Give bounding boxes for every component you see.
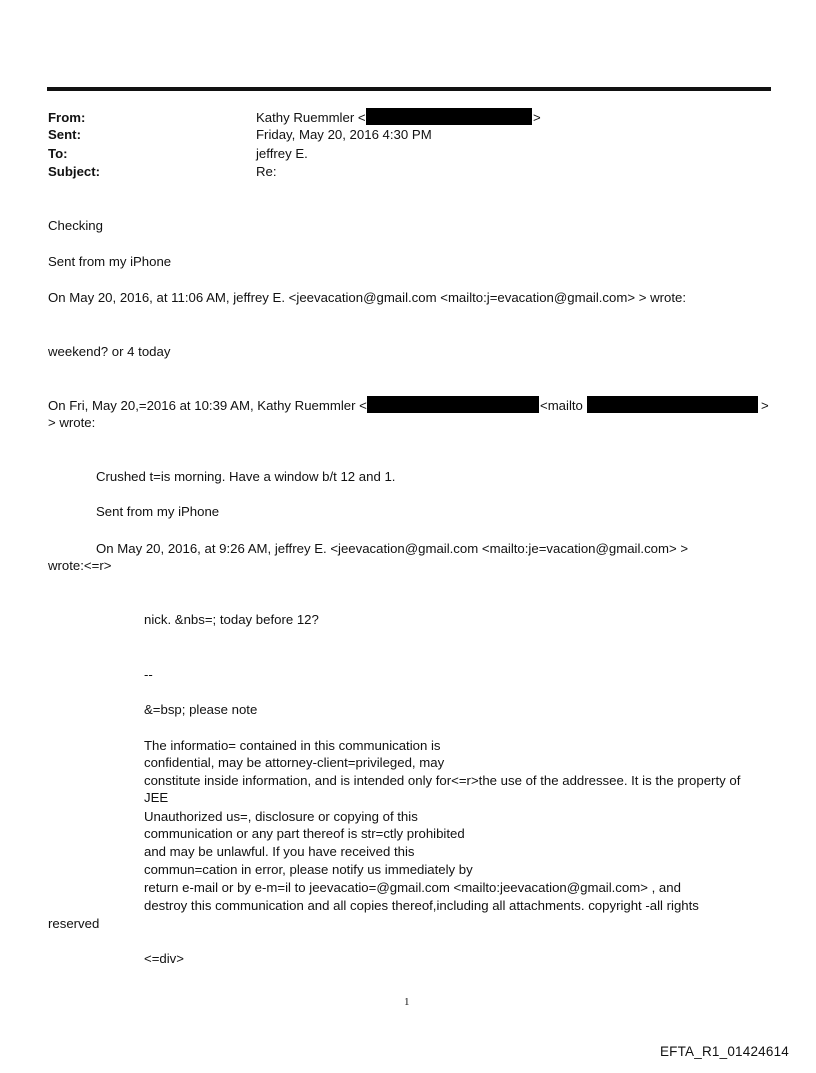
sent-value: Friday, May 20, 2016 4:30 PM: [256, 127, 432, 142]
disclaimer-line: Unauthorized us=, disclosure or copying of this: [144, 809, 418, 824]
disclaimer-line: communication or any part thereof is str=ctly prohibited: [144, 826, 465, 841]
page-number: 1: [404, 996, 410, 1008]
sent-label: Sent:: [48, 127, 81, 142]
nested-line-div-tag: <=div>: [144, 951, 184, 966]
disclaimer-line: JEE: [144, 790, 169, 805]
body-line-signature: Sent from my iPhone: [48, 254, 172, 269]
quote-header-3-wrote: wrote:<=r>: [48, 558, 112, 573]
to-value: jeffrey E.: [256, 146, 308, 161]
redaction-box: [587, 396, 758, 413]
from-label: From:: [48, 110, 86, 125]
disclaimer-line: return e-mail or by e-m=il to jeevacatio=@gmail.com <mailto:jeevacation@gmail.com> , and: [144, 880, 681, 895]
disclaimer-line: constitute inside information, and is intended only for<=r>the use of the addressee. It is the property of: [144, 773, 741, 788]
body-line-weekend: weekend? or 4 today: [48, 344, 171, 359]
quote-header-2-mailto: <mailto: [540, 398, 583, 413]
to-label: To:: [48, 146, 68, 161]
redaction-box: [367, 396, 539, 413]
quoted-line-crushed: Crushed t=is morning. Have a window b/t 12 and 1.: [96, 469, 396, 484]
nested-line-please-note: &=bsp; please note: [144, 702, 258, 717]
quote-header-1: On May 20, 2016, at 11:06 AM, jeffrey E. <jeevacation@gmail.com <mailto:j=evacation@gmail.com> > wrote:: [48, 290, 686, 305]
nested-line-dashes: --: [144, 667, 153, 682]
disclaimer-line-reserved: reserved: [48, 916, 100, 931]
from-value: Kathy Ruemmler <: [256, 110, 366, 125]
document-id-footer: EFTA_R1_01424614: [659, 1044, 789, 1059]
quoted-line-signature: Sent from my iPhone: [96, 504, 220, 519]
quote-header-2-close: >: [761, 398, 769, 413]
redaction-box: [366, 108, 532, 125]
disclaimer-line: and may be unlawful. If you have received this: [144, 844, 415, 859]
nested-line-nick: nick. &nbs=; today before 12?: [144, 612, 319, 627]
header-rule: [47, 87, 771, 91]
body-line-checking: Checking: [48, 218, 103, 233]
quote-header-3: On May 20, 2016, at 9:26 AM, jeffrey E. <jeevacation@gmail.com <mailto:je=vacation@gmail.com> >: [96, 541, 689, 556]
quote-header-2-wrote: > wrote:: [48, 415, 96, 430]
from-close-bracket: >: [533, 110, 541, 125]
disclaimer-line: The informatio= contained in this communication is: [144, 738, 441, 753]
quote-header-2: On Fri, May 20,=2016 at 10:39 AM, Kathy Ruemmler <: [48, 398, 367, 413]
disclaimer-line: commun=cation in error, please notify us immediately by: [144, 862, 473, 877]
disclaimer-line: destroy this communication and all copies thereof,including all attachments. copyright -all rights: [144, 898, 699, 913]
disclaimer-line: confidential, may be attorney-client=privileged, may: [144, 755, 445, 770]
subject-label: Subject:: [48, 164, 101, 179]
subject-value: Re:: [256, 164, 277, 179]
